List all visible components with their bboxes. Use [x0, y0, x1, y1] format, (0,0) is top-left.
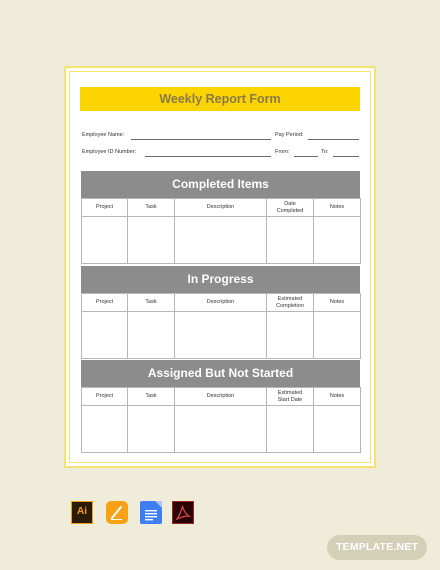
pay-period-line[interactable]: [308, 139, 359, 140]
illustrator-icon[interactable]: Ai: [71, 501, 93, 524]
from-label: From:: [275, 149, 290, 155]
table-cell[interactable]: [267, 406, 314, 453]
column-header-task: Task: [128, 199, 175, 217]
table-cell[interactable]: [314, 217, 361, 264]
column-header-description: Description: [175, 388, 267, 406]
not-started-table: [81, 387, 361, 453]
employee-name-label: Employee Name:: [82, 132, 125, 138]
pdf-icon[interactable]: [172, 501, 194, 524]
pages-icon[interactable]: [106, 501, 128, 524]
column-header-date-completed: Date Completed: [267, 199, 314, 217]
table-header-row: [82, 199, 361, 217]
employee-id-label: Employee ID Number:: [82, 149, 137, 155]
column-header-notes: Notes: [314, 388, 361, 406]
column-header-task: Task: [128, 388, 175, 406]
completed-items-table: [81, 198, 361, 264]
table-cell[interactable]: [267, 217, 314, 264]
to-line[interactable]: [333, 156, 359, 157]
table-cell[interactable]: [267, 312, 314, 359]
employee-name-line[interactable]: [131, 139, 271, 140]
employee-id-line[interactable]: [145, 156, 271, 157]
section-header-completed: Completed Items: [81, 171, 360, 198]
column-header-estimated-completion: Estimated Completion: [267, 294, 314, 312]
table-cell[interactable]: [175, 217, 267, 264]
table-cell[interactable]: [314, 312, 361, 359]
table-cell[interactable]: [128, 406, 175, 453]
table-row: [82, 217, 361, 264]
from-line[interactable]: [294, 156, 318, 157]
acrobat-icon: [173, 502, 193, 523]
table-cell[interactable]: [128, 217, 175, 264]
section-header-not-started: Assigned But Not Started: [81, 360, 360, 387]
table-cell[interactable]: [175, 312, 267, 359]
table-cell[interactable]: [128, 312, 175, 359]
in-progress-table: [81, 293, 361, 359]
table-cell[interactable]: [82, 217, 128, 264]
table-cell[interactable]: [314, 406, 361, 453]
table-header-row: [82, 294, 361, 312]
column-header-notes: Notes: [314, 294, 361, 312]
column-header-description: Description: [175, 199, 267, 217]
table-row: [82, 312, 361, 359]
form-title: Weekly Report Form: [80, 87, 360, 111]
template-net-watermark: TEMPLATE.NET: [327, 535, 427, 560]
table-cell[interactable]: [175, 406, 267, 453]
column-header-task: Task: [128, 294, 175, 312]
column-header-notes: Notes: [314, 199, 361, 217]
column-header-project: Project: [82, 388, 128, 406]
column-header-estimated-start-date: Estimated Start Date: [267, 388, 314, 406]
section-header-in-progress: In Progress: [81, 266, 360, 293]
google-docs-icon[interactable]: [140, 501, 162, 524]
table-row: [82, 406, 361, 453]
pen-icon: [106, 501, 128, 524]
column-header-project: Project: [82, 199, 128, 217]
column-header-description: Description: [175, 294, 267, 312]
column-header-project: Project: [82, 294, 128, 312]
table-header-row: [82, 388, 361, 406]
table-cell[interactable]: [82, 312, 128, 359]
pay-period-label: Pay Period:: [275, 132, 304, 138]
to-label: To:: [321, 149, 329, 155]
document-lines-icon: [140, 501, 162, 524]
table-cell[interactable]: [82, 406, 128, 453]
